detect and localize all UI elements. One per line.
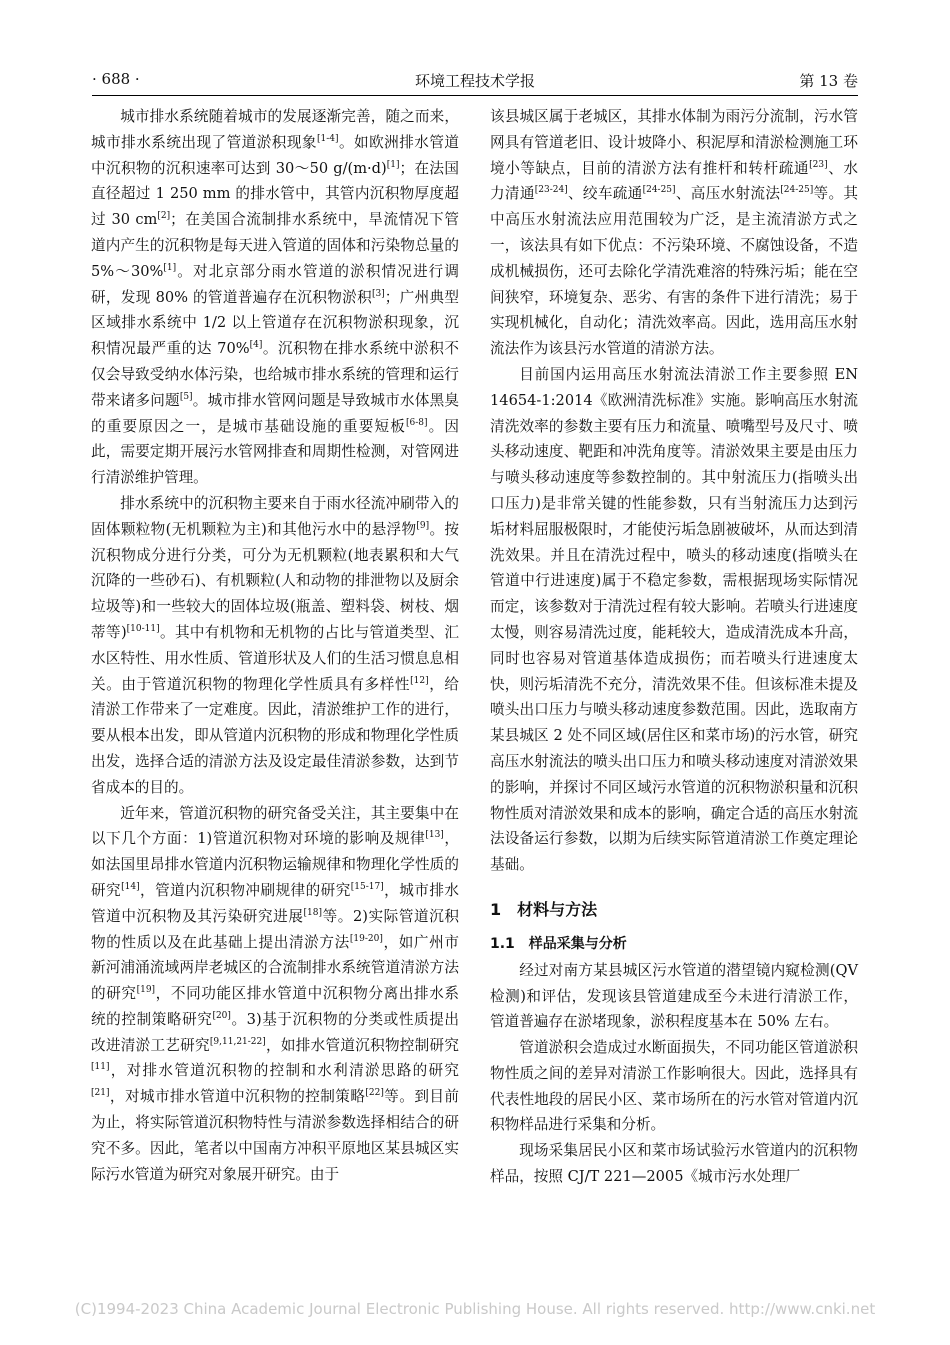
page-number: · 688 · bbox=[92, 70, 140, 88]
right-column bbox=[490, 104, 858, 1190]
paragraph: 排水系统中的沉积物主要来自于雨水径流冲刷带入的固体颗粒物(无机颗粒为主)和其他污水中的悬浮物[9]。按沉积物成分进行分类，可分为无机颗粒(地表累积和大气沉降的一些砂石)、有机颗粒(人和动物的排泄物以及厨余垃圾等)和一些较大的固体垃圾(瓶盖、塑料袋、树枝、烟蒂等)[10-11]。其中有机物和无机物的占比与管道类型、汇水区特性、用水性质、管道形状及人们的生活习惯息息相关。由于管道沉积物的物理化学性质具有多样性[12]，给清淤工作带来了一定难度。因此，清淤维护工作的进行，要从根本出发，即从管道内沉积物的形成和物理化学性质出发，选择合适的清淤方法及设定最佳清淤参数，达到节省成本的目的。 bbox=[91, 494, 459, 796]
running-header bbox=[92, 70, 858, 94]
paragraph: 目前国内运用高压水射流法清淤工作主要参照 EN 14654-1:2014《欧洲清洗标准》实施。影响高压水射流清洗效率的参数主要有压力和流量、喷嘴型号及尺寸、喷头移动速度、靶距和冲洗角度等。清淤效果主要是由压力与喷头移动速度等参数控制的。其中射流压力(指喷头出口压力)是非常关键的性能参数，只有当射流压力达到污垢材料屈服极限时，才能使污垢急剧被破坏，从而达到清洗效果。并且在清洗过程中，喷头的移动速度(指喷头在管道中行进速度)属于不稳定参数，需根据现场实际情况而定，该参数对于清洗过程有较大影响。若喷头行进速度太慢，则容易清洗过度，能耗较大，造成清洗成本升高，同时也容易对管道基体造成损伤；而若喷头行进速度太快，则污垢清洗不充分，清洗效果不佳。但该标准未提及喷头出口压力与喷头移动速度参数范围。因此，选取南方某县城区 2 处不同区域(居住区和菜市场)的污水管，研究高压水射流法的喷头出口压力和喷头移动速度对清淤效果的影响，并探讨不同区域污水管道的沉积物淤积量和沉积物性质对清淤效果和成本的影响，确定合适的高压水射流法设备运行参数，以期为后续实际管道清淤工作奠定理论基础。 bbox=[490, 365, 858, 874]
paragraph: 城市排水系统随着城市的发展逐渐完善，随之而来，城市排水系统出现了管道淤积现象[1-4]。如欧洲排水管道中沉积物的沉积速率可达到 30～50 g/(m·d)[1]；在法国直径超过 1 250 mm 的排水管中，其管内沉积物厚度超过 30 cm[2]；在美国合流制排水系统中，旱流情况下管道内产生的沉积物是每天进入管道的固体和污染物总量的 5%～30%[1]。对北京部分雨水管道的淤积情况进行调研，发现 80% 的管道普遍存在沉积物淤积[3]；广州典型区域排水系统中 1/2 以上管道存在沉积物淤积现象，沉积情况最严重的达 70%[4]。沉积物在排水系统中淤积不仅会导致受纳水体污染，也给城市排水系统的管理和运行带来诸多问题[5]。城市排水管网问题是导致城市水体黑臭的重要原因之一，是城市基础设施的重要短板[6-8]。因此，需要定期开展污水管网排查和周期性检测，对管网进行清淤维护管理。 bbox=[91, 108, 459, 487]
section-heading: 1 材料与方法 bbox=[490, 899, 598, 919]
journal-title: 环境工程技术学报 bbox=[414, 72, 535, 90]
paragraph: 近年来，管道沉积物的研究备受关注，其主要集中在以下几个方面：1)管道沉积物对环境的影响及规律[13]，如法国里昂排水管道内沉积物运输规律和物理化学性质的研究[14]，管道内沉积物冲刷规律的研究[15-17]，城市排水管道中沉积物及其污染研究进展[18]等。2)实际管道沉积物的性质以及在此基础上提出清淤方法[19-20]，如广州市新河浦涌流域两岸老城区的合流制排水系统管道清淤方法的研究[19]，不同功能区排水管道中沉积物分离出排水系统的控制策略研究[20]。3)基于沉积物的分类或性质提出改进清淤工艺研究[9,11,21-22]，如排水管道沉积物控制研究[11]，对排水管道沉积物的控制和水利清淤思路的研究[21]，对城市排水管道中沉积物的控制策略[22]等。到目前为止，将实际管道沉积物特性与清淤参数选择相结合的研究不多。因此，笔者以中国南方冲积平原地区某县城区实际污水管道为研究对象展开研究。由于 bbox=[91, 804, 459, 1183]
volume-label: 第 13 卷 bbox=[799, 72, 858, 90]
paragraph: 现场采集居民小区和菜市场试验污水管道内的沉积物样品，按照 CJ/T 221—2005《城市污水处理厂 bbox=[490, 1142, 858, 1186]
paragraph: 该县城区属于老城区，其排水体制为雨污分流制，污水管网具有管道老旧、设计坡降小、积泥厚和清淤检测施工环境小等缺点，目前的清淤方法有推杆和转杆疏通[23]、水力清通[23-24]、绞车疏通[24-25]、高压水射流法[24-25]等。其中高压水射流法应用范围较为广泛，是主流清淤方式之一，该法具有如下优点：不污染环境、不腐蚀设备，不造成机械损伤，还可去除化学清洗难溶的特殊污垢；能在空间狭窄，环境复杂、恶劣、有害的条件下进行清洗；易于实现机械化，自动化；清洗效率高。因此，选用高压水射流法作为该县污水管道的清淤方法。 bbox=[490, 108, 858, 358]
copyright-footer: (C)1994-2023 China Academic Journal Electronic Publishing House. All rights reserved. http://www.cnki.net bbox=[74, 1300, 876, 1318]
header-rule bbox=[92, 95, 858, 96]
paragraph: 经过对南方某县城区污水管道的潜望镜内窥检测(QV 检测)和评估，发现该县管道建成至今未进行清淤工作，管道普遍存在淤堵现象，淤积程度基本在 50% 左右。 bbox=[490, 961, 858, 1031]
paragraph: 管道淤积会造成过水断面损失，不同功能区管道淤积物性质之间的差异对清淤工作影响很大。因此，选择具有代表性地段的居民小区、菜市场所在的污水管对管道内沉积物样品进行采集和分析。 bbox=[490, 1039, 858, 1134]
subsection-heading: 1.1 样品采集与分析 bbox=[490, 935, 627, 952]
left-column bbox=[91, 104, 459, 1187]
